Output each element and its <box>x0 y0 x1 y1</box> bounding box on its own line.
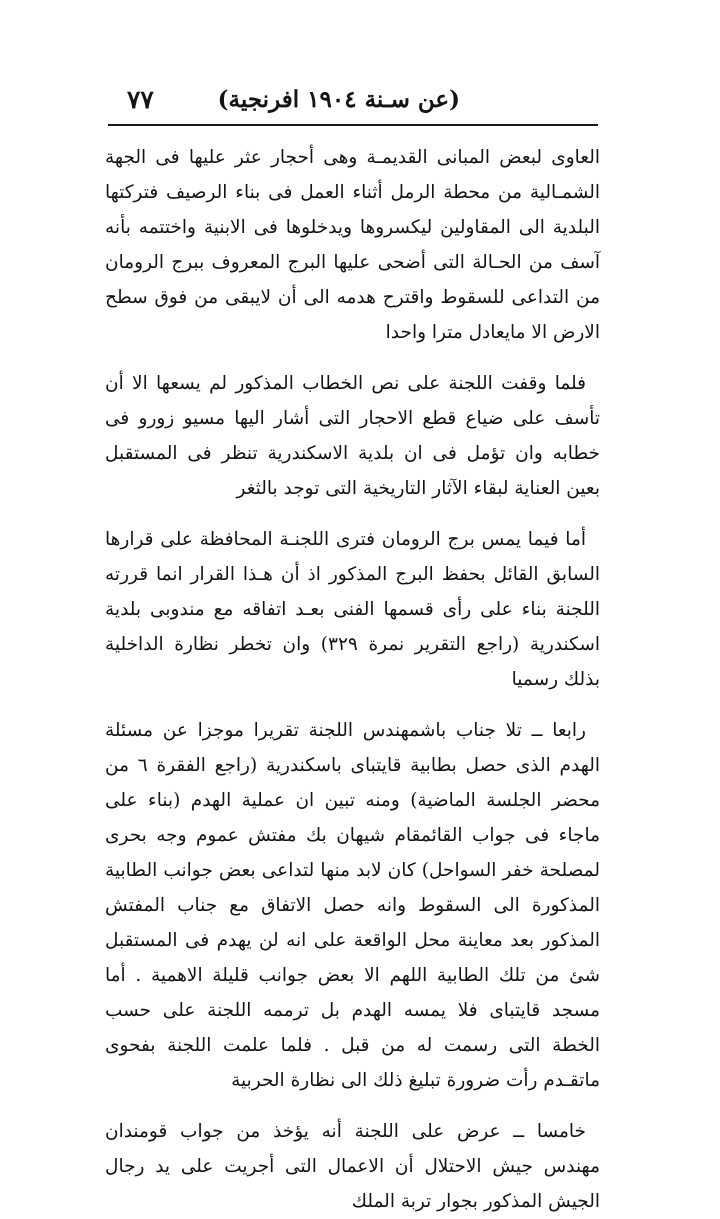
page-number: ٧٧ <box>127 85 154 114</box>
body-text <box>105 140 600 1219</box>
header-rule <box>108 124 598 126</box>
paragraph-continuation: العاوى لبعض المبانى القديمـة وهى أحجار عثر عليها فى الجهة الشمـالية من محطة الرمل أثناء العمل فى بناء الرصيف فتركتها البلدية الى المقاولين ليكسروها ويدخلوها فى الابنية واختتمه بأنه آسف من الحـالة التى أضحى عليها البرج المعروف ببرج الرومان من التداعى للسقوط واقترح هدمه الى أن لايبقى من فوق سطح الارض الا مايعادل مترا واحدا <box>105 147 600 343</box>
paragraph-fourth-item: رابعا ــ تلا جناب باشمهندس اللجنة تقريرا موجزا عن مسئلة الهدم الذى حصل بطابية قايتباى باسكندرية (راجع الفقرة ٦ من محضر الجلسة الماضية) ومنه تبين ان عملية الهدم (بناء على ماجاء فى جواب القائمقام شيهان بك مفتش عموم وجه بحرى لمصلحة خفر السواحل) كان لابد منها لتداعى بعض جوانب الطابية المذكورة الى السقوط وانه حصل الاتفاق مع جناب المفتش المذكور بعد معاينة محل الواقعة على انه لن يهدم فى المستقبل شئ من تلك الطابية اللهم الا بعض جوانب قليلة الاهمية . أما مسجد قايتباى فلا يمسه الهدم بل ترممه اللجنة على حسب الخطة التى رسمت له من قبل . فلما علمت اللجنة بفحوى ماتقـدم رأت ضرورة تبليغ ذلك الى نظارة الحربية <box>105 720 601 1091</box>
paragraph-committee-regret: فلما وقفت اللجنة على نص الخطاب المذكور لم يسعها الا أن تأسف على ضياع قطع الاحجار التى أشار اليها مسيو زورو فى خطابه وان تؤمل فى ان بلدية الاسكندرية تنظر فى المستقبل بعين العناية لبقاء الآثار التاريخية التى توجد بالثغر <box>105 373 600 499</box>
running-head <box>105 84 600 118</box>
running-head-title: (عن سـنة ١٩٠٤ افرنجية) <box>217 86 460 113</box>
paragraph-roman-tower: أما فيما يمس برج الرومان فترى اللجنـة المحافظة على قرارها السابق القائل بحفظ البرج المذكور اذ أن هـذا القرار انما قررته اللجنة بناء على رأى قسمها الفنى بعـد اتفاقه مع مندوبى بلدية اسكندرية (راجع التقرير نمرة ٣٢٩) وان تخطر نظارة الداخلية بذلك رسميا <box>105 529 600 690</box>
paragraph-fifth-item: خامسا ــ عرض على اللجنة أنه يؤخذ من جواب قومندان مهندس جيش الاحتلال أن الاعمال التى أجريت على يد رجال الجيش المذكور بجوار تربة الملك <box>105 1121 600 1212</box>
